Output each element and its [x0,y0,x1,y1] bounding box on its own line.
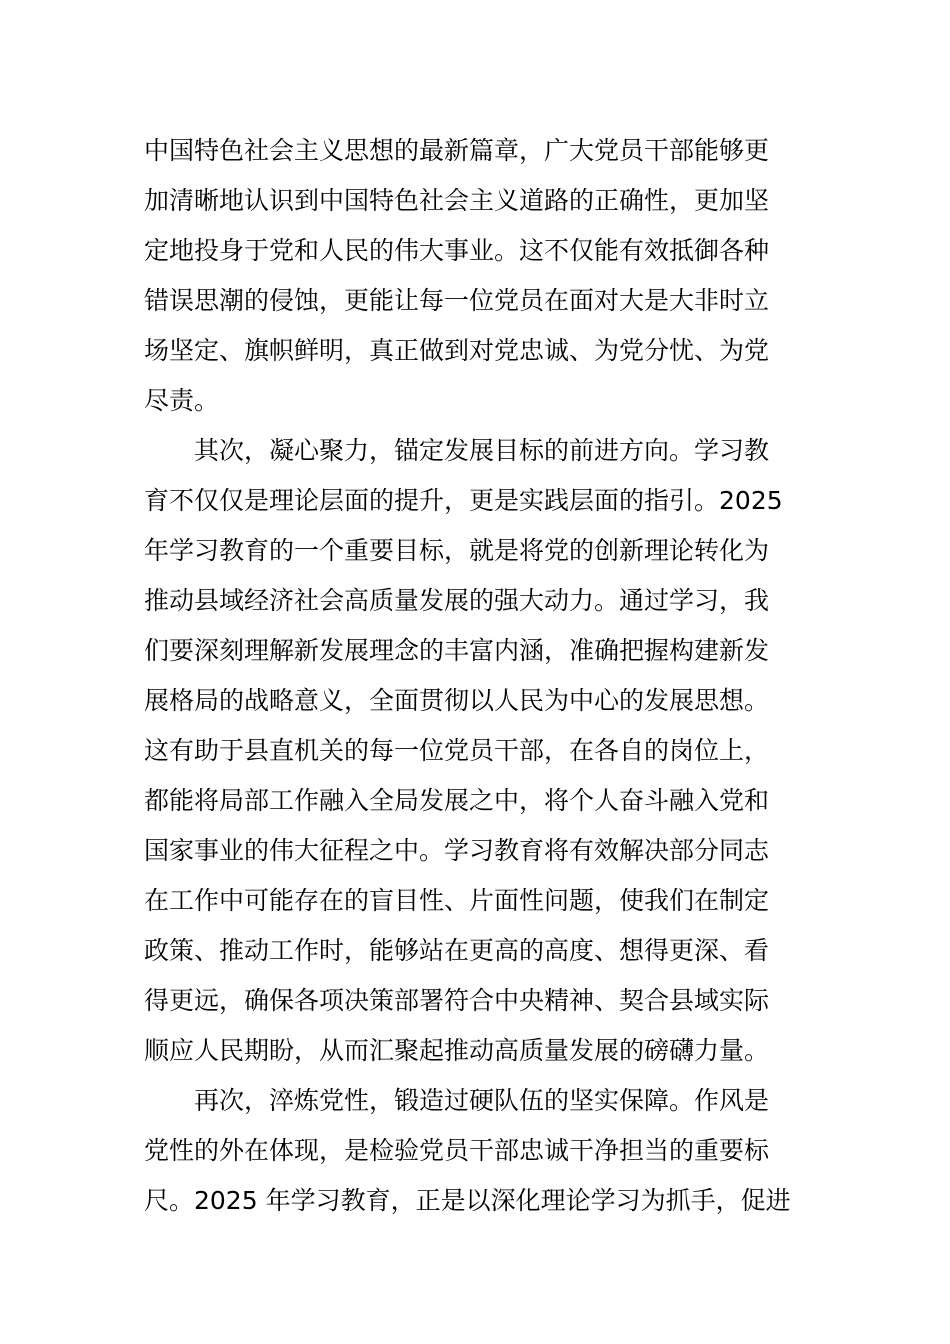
paragraph-1 [144,126,808,426]
text-line: 尽责。 [144,386,220,415]
text-line: 定地投身于党和人民的伟大事业。这不仅能有效抵御各种 [144,236,770,265]
paragraph-3 [144,1076,808,1226]
text-line: 再次，淬炼党性，锻造过硬队伍的坚实保障。作风是 [194,1086,770,1115]
text-line: 这有助于县直机关的每一位党员干部，在各自的岗位上， [144,736,770,765]
text-line: 其次，凝心聚力，锚定发展目标的前进方向。学习教 [194,436,770,465]
text-line: 尺。2025 年学习教育，正是以深化理论学习为抓手，促进 [144,1186,791,1215]
text-line: 国家事业的伟大征程之中。学习教育将有效解决部分同志 [144,836,770,865]
text-line: 错误思潮的侵蚀，更能让每一位党员在面对大是大非时立 [144,286,770,315]
text-line: 得更远，确保各项决策部署符合中央精神、契合县域实际 [144,986,770,1015]
text-line: 都能将局部工作融入全局发展之中，将个人奋斗融入党和 [144,786,770,815]
text-line: 政策、推动工作时，能够站在更高的高度、想得更深、看 [144,936,770,965]
document-body [144,126,808,1226]
text-line: 们要深刻理解新发展理念的丰富内涵，准确把握构建新发 [144,636,770,665]
text-line: 育不仅仅是理论层面的提升，更是实践层面的指引。2025 [144,486,783,515]
text-line: 场坚定、旗帜鲜明，真正做到对党忠诚、为党分忧、为党 [144,336,770,365]
text-line: 在工作中可能存在的盲目性、片面性问题，使我们在制定 [144,886,770,915]
text-line: 中国特色社会主义思想的最新篇章，广大党员干部能够更 [144,136,770,165]
text-line: 展格局的战略意义，全面贯彻以人民为中心的发展思想。 [144,686,770,715]
text-line: 加清晰地认识到中国特色社会主义道路的正确性，更加坚 [144,186,770,215]
paragraph-2 [144,426,808,1076]
text-line: 推动县域经济社会高质量发展的强大动力。通过学习，我 [144,586,770,615]
text-line: 顺应人民期盼，从而汇聚起推动高质量发展的磅礴力量。 [144,1036,770,1065]
text-line: 年学习教育的一个重要目标，就是将党的创新理论转化为 [144,536,770,565]
text-line: 党性的外在体现，是检验党员干部忠诚干净担当的重要标 [144,1136,770,1165]
